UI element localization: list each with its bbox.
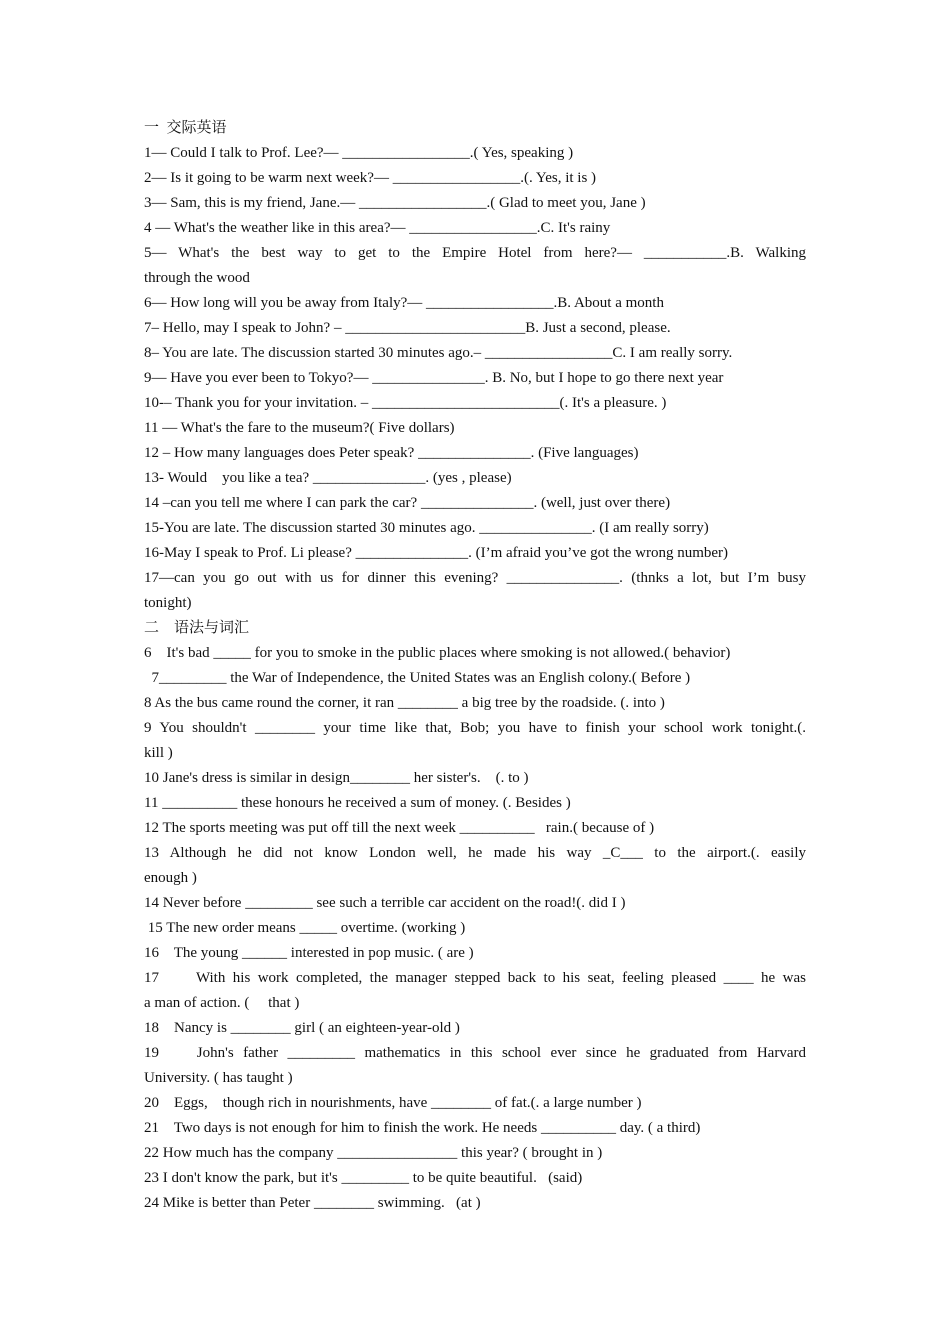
exercise-line: 19 John's father _________ mathematics in this school ever since he graduated from Harvard (144, 1045, 806, 1061)
exercise-line: 14 –can you tell me where I can park the car? _______________. (well, just over there) (144, 495, 671, 511)
exercise-line: 10-– Thank you for your invitation. – _________________________(. It's a pleasure. ) (144, 395, 667, 411)
exercise-line: 8 As the bus came round the corner, it ran ________ a big tree by the roadside. (. into ) (144, 695, 665, 711)
exercise-line: 22 How much has the company ________________ this year? ( brought in ) (144, 1145, 603, 1161)
exercise-line: 6— How long will you be away from Italy?— _________________.B. About a month (144, 295, 664, 311)
exercise-line: 17—can you go out with us for dinner this evening? _______________. (thnks a lot, but I’m busy (144, 570, 806, 586)
exercise-line: 9 You shouldn't ________ your time like that, Bob; you have to finish your school work tonight.(. (144, 720, 806, 736)
exercise-line: 5— What's the best way to get to the Empire Hotel from here?— ___________.B. Walking (144, 245, 806, 261)
exercise-line: 15 The new order means _____ overtime. (working ) (144, 920, 466, 936)
exercise-line: 13- Would you like a tea? _______________. (yes , please) (144, 470, 512, 486)
exercise-line: 11 __________ these honours he received a sum of money. (. Besides ) (144, 795, 571, 811)
exercise-line: 16-May I speak to Prof. Li please? _______________. (I’m afraid you’ve got the wrong number) (144, 545, 729, 561)
exercise-line: tonight) (144, 595, 192, 611)
exercise-line: 14 Never before _________ see such a terrible car accident on the road!(. did I ) (144, 895, 626, 911)
exercise-line: 16 The young ______ interested in pop music. ( are ) (144, 945, 474, 961)
exercise-line: 1— Could I talk to Prof. Lee?— _________________.( Yes, speaking ) (144, 145, 574, 161)
exercise-line: 6 It's bad _____ for you to smoke in the public places where smoking is not allowed.( behavior) (144, 645, 731, 661)
exercise-line: 13 Although he did not know London well, he made his way _C___ to the airport.(. easily (144, 845, 806, 861)
exercise-line: through the wood (144, 270, 250, 286)
exercise-line: 10 Jane's dress is similar in design________ her sister's. (. to ) (144, 770, 529, 786)
section-2-title: 二 语法与词汇 (144, 620, 250, 636)
section-2-exercises (144, 641, 806, 1216)
exercise-line: 2— Is it going to be warm next week?— _________________.(. Yes, it is ) (144, 170, 597, 186)
exercise-line: enough ) (144, 870, 197, 886)
exercise-line: 12 – How many languages does Peter speak? _______________. (Five languages) (144, 445, 639, 461)
exercise-line: 4 — What's the weather like in this area?— _________________.C. It's rainy (144, 220, 611, 236)
exercise-line: 7– Hello, may I speak to John? – ________________________B. Just a second, please. (144, 320, 671, 336)
exercise-line: 8– You are late. The discussion started 30 minutes ago.– _________________C. I am really sorry. (144, 345, 733, 361)
document-page (144, 116, 806, 1216)
exercise-line: 21 Two days is not enough for him to finish the work. He needs __________ day. ( a third) (144, 1120, 701, 1136)
exercise-line: 9— Have you ever been to Tokyo?— _______________. B. No, but I hope to go there next year (144, 370, 724, 386)
exercise-line: 18 Nancy is ________ girl ( an eighteen-year-old ) (144, 1020, 460, 1036)
exercise-line: kill ) (144, 745, 173, 761)
section-1-exercises (144, 141, 806, 616)
exercise-line: 15-You are late. The discussion started 30 minutes ago. _______________. (I am really sorry) (144, 520, 709, 536)
exercise-line: 11 — What's the fare to the museum?( Five dollars) (144, 420, 455, 436)
exercise-line: 17 With his work completed, the manager stepped back to his seat, feeling pleased ____ he was (144, 970, 806, 986)
exercise-line: a man of action. ( that ) (144, 995, 300, 1011)
exercise-line: 24 Mike is better than Peter ________ swimming. (at ) (144, 1195, 481, 1211)
exercise-line: 3— Sam, this is my friend, Jane.— _________________.( Glad to meet you, Jane ) (144, 195, 646, 211)
section-1-title: 一 交际英语 (144, 120, 227, 136)
exercise-line: 7_________ the War of Independence, the United States was an English colony.( Before ) (144, 670, 691, 686)
exercise-line: University. ( has taught ) (144, 1070, 293, 1086)
exercise-line: 23 I don't know the park, but it's _________ to be quite beautiful. (said) (144, 1170, 583, 1186)
exercise-line: 20 Eggs, though rich in nourishments, have ________ of fat.(. a large number ) (144, 1095, 642, 1111)
exercise-line: 12 The sports meeting was put off till the next week __________ rain.( because of ) (144, 820, 655, 836)
